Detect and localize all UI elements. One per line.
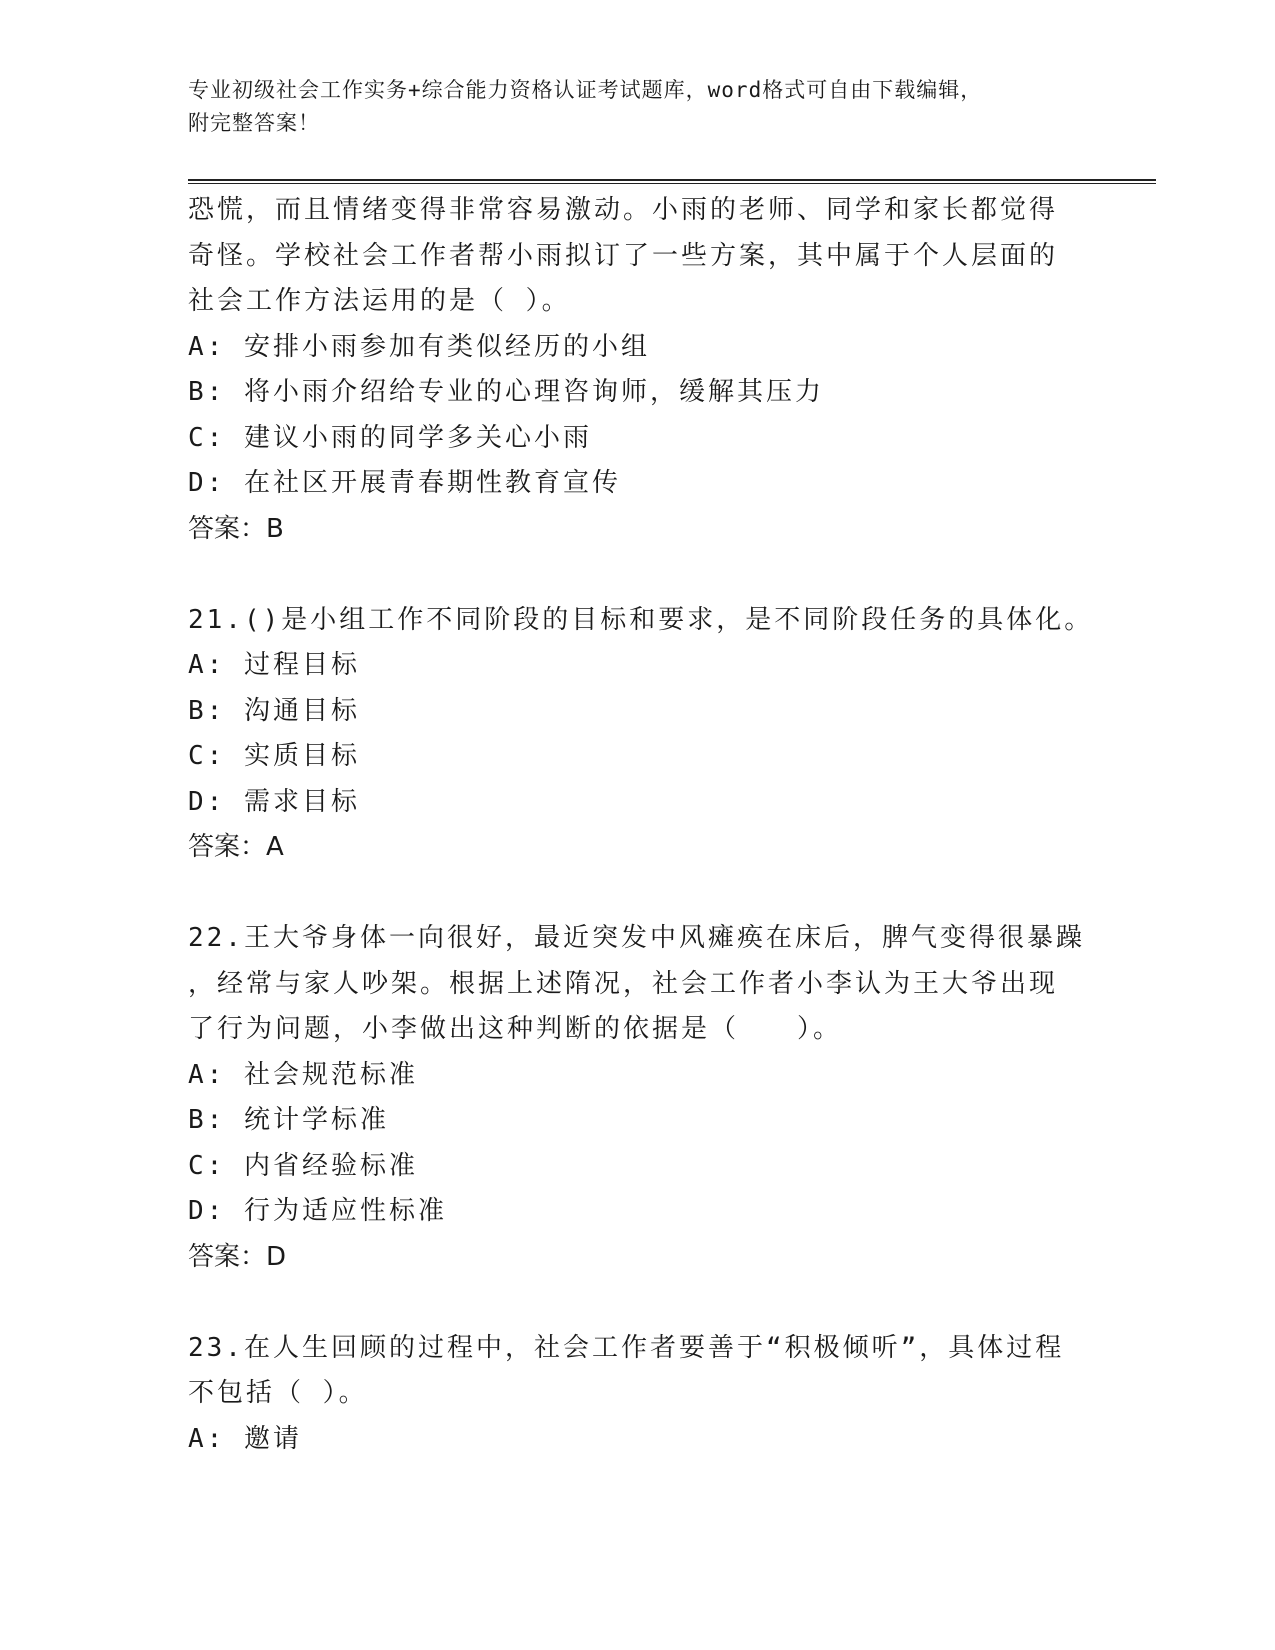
question-text-line: ，经常与家人吵架。根据上述隋况，社会工作者小李认为王大爷出现 xyxy=(188,968,1059,999)
spacer xyxy=(188,552,1088,598)
question-text-line: 不包括（ ）。 xyxy=(188,1378,368,1408)
option-d: D: 行为适应性标准 xyxy=(188,1196,447,1226)
header-line-1: 专业初级社会工作实务+综合能力资格认证考试题库，word格式可自由下载编辑， xyxy=(188,78,983,102)
option-c: C: 实质目标 xyxy=(188,741,360,771)
question-22 xyxy=(188,916,1088,1280)
spacer xyxy=(188,871,1088,917)
option-a: A: 安排小雨参加有类似经历的小组 xyxy=(188,331,650,362)
question-text-line: 21.()是小组工作不同阶段的目标和要求，是不同阶段任务的具体化。 xyxy=(188,604,1094,635)
question-text-line: 社会工作方法运用的是（ ）。 xyxy=(188,286,571,316)
header-divider-thin xyxy=(188,183,1156,184)
option-d: D: 在社区开展青春期性教育宣传 xyxy=(188,468,621,498)
question-text-line: 奇怪。学校社会工作者帮小雨拟订了一些方案，其中属于个人层面的 xyxy=(188,240,1059,271)
question-text-line: 22.王大爷身体一向很好，最近突发中风瘫痪在床后，脾气变得很暴躁 xyxy=(188,923,1085,953)
answer-line: 答案：D xyxy=(188,1241,287,1272)
option-d: D: 需求目标 xyxy=(188,786,360,817)
question-text-line: 了行为问题，小李做出这种判断的依据是（ ）。 xyxy=(188,1014,843,1044)
option-c: C: 建议小雨的同学多关心小雨 xyxy=(188,422,592,453)
question-21 xyxy=(188,598,1094,871)
answer-line: 答案：B xyxy=(188,513,284,544)
question-23 xyxy=(188,1326,1088,1463)
option-c: C: 内省经验标准 xyxy=(188,1150,418,1181)
question-text-line: 恐慌，而且情绪变得非常容易激动。小雨的老师、同学和家长都觉得 xyxy=(188,195,1059,225)
document-header xyxy=(188,74,1088,140)
option-a: A: 过程目标 xyxy=(188,650,360,680)
spacer xyxy=(188,1280,1088,1326)
option-b: B: 将小雨介绍给专业的心理咨询师，缓解其压力 xyxy=(188,377,824,407)
option-b: B: 统计学标准 xyxy=(188,1105,389,1135)
option-b: B: 沟通目标 xyxy=(188,695,360,726)
answer-line: 答案：A xyxy=(188,832,284,862)
option-a: A: 社会规范标准 xyxy=(188,1059,418,1090)
header-divider-thick xyxy=(188,179,1156,181)
document-body xyxy=(188,188,1094,1462)
question-20 xyxy=(188,188,1088,552)
question-text-line: 23.在人生回顾的过程中，社会工作者要善于“积极倾听”，具体过程 xyxy=(188,1332,1065,1363)
header-line-2: 附完整答案！ xyxy=(188,111,320,135)
option-a: A: 邀请 xyxy=(188,1423,302,1454)
